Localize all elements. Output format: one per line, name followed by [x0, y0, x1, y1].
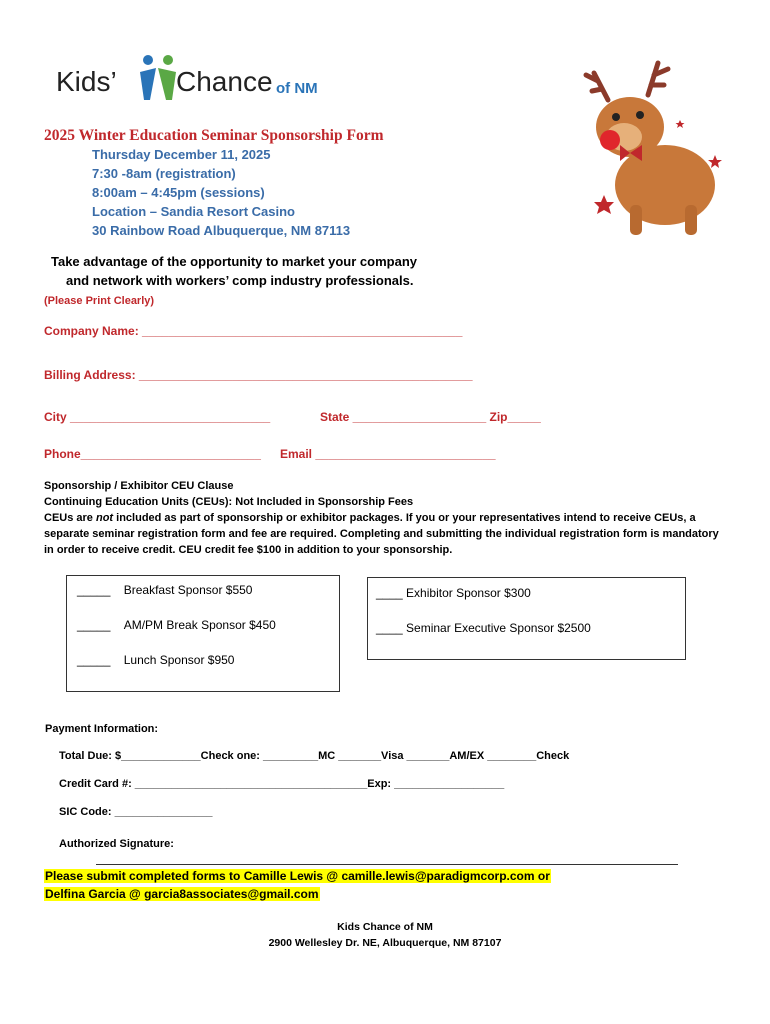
state-zip-field[interactable]: State ____________________ Zip_____	[320, 410, 541, 424]
ceu-text-line-1-post: included as part of sponsorship or exhibitor packages. If you or your representatives intend to receive CEUs, a	[113, 512, 696, 524]
sponsor-blank[interactable]: ____	[376, 621, 403, 635]
sponsor-label: AM/PM Break Sponsor $450	[123, 618, 276, 632]
sponsor-blank[interactable]: _____	[77, 618, 111, 632]
sponsor-label: Exhibitor Sponsor $300	[406, 586, 531, 600]
sponsor-blank[interactable]: ____	[376, 586, 403, 600]
billing-address-field[interactable]: Billing Address: __________________________________________________	[44, 368, 473, 382]
form-title: 2025 Winter Education Seminar Sponsorship Form	[44, 127, 384, 144]
ceu-subheading: Continuing Education Units (CEUs): Not Included in Sponsorship Fees	[44, 496, 414, 508]
event-location: Location – Sandia Resort Casino	[92, 204, 295, 219]
sponsor-option-breakfast[interactable]	[77, 583, 252, 597]
footer-address: 2900 Wellesley Dr. NE, Albuquerque, NM 87107	[268, 937, 502, 949]
event-session-time: 8:00am – 4:45pm (sessions)	[92, 185, 265, 200]
signature-line[interactable]	[96, 864, 678, 865]
logo-text-of-nm: of NM	[276, 80, 318, 97]
authorized-signature-label: Authorized Signature:	[59, 838, 174, 850]
ceu-text-line-1	[44, 512, 696, 524]
credit-card-field[interactable]: Credit Card #: ______________________________________Exp: __________________	[59, 778, 505, 790]
logo-text-kids: Kids’	[56, 66, 117, 97]
company-name-field[interactable]: Company Name: ________________________________________________	[44, 324, 463, 338]
event-date: Thursday December 11, 2025	[92, 147, 271, 162]
sponsor-label: Lunch Sponsor $950	[123, 653, 235, 667]
ceu-text-line-1-emphasis: not	[95, 512, 114, 524]
sponsor-option-lunch[interactable]	[77, 653, 234, 667]
sponsor-label: Breakfast Sponsor $550	[123, 583, 253, 597]
reindeer-illustration	[570, 45, 730, 245]
payment-heading: Payment Information:	[45, 723, 159, 735]
sponsor-blank[interactable]: _____	[77, 653, 111, 667]
city-field[interactable]: City ______________________________	[44, 410, 271, 424]
logo-text-chance: Chance	[176, 66, 273, 97]
email-field[interactable]: Email ___________________________	[280, 447, 496, 461]
footer-org-name: Kids Chance of NM	[337, 921, 433, 933]
kids-chance-logo	[56, 54, 336, 106]
ceu-text-line-3: in order to receive credit. CEU credit fee $100 in addition to your sponsorship.	[44, 544, 453, 556]
submit-instructions-line-2: Delfina Garcia @ garcia8associates@gmail.com	[45, 887, 319, 901]
submit-instructions-line-1: Please submit completed forms to Camille Lewis @ camille.lewis@paradigmcorp.com or	[45, 869, 550, 883]
sponsor-label: Seminar Executive Sponsor $2500	[406, 621, 591, 635]
sponsor-option-break[interactable]	[77, 618, 276, 632]
event-registration-time: 7:30 -8am (registration)	[92, 166, 236, 181]
ceu-clause-heading: Sponsorship / Exhibitor CEU Clause	[44, 480, 234, 492]
print-clearly-note: (Please Print Clearly)	[44, 295, 155, 307]
pitch-line-1: Take advantage of the opportunity to market your company	[51, 254, 417, 269]
children-figures-icon	[136, 54, 180, 102]
phone-field[interactable]: Phone___________________________	[44, 447, 261, 461]
event-address: 30 Rainbow Road Albuquerque, NM 87113	[92, 223, 351, 238]
ceu-text-line-2: separate seminar registration form and fee are required. Completing and submitting the individual registration form is mandatory	[44, 528, 719, 540]
total-due-field[interactable]: Total Due: $_____________Check one: _________MC _______Visa _______AM/EX ________Check	[59, 750, 570, 762]
sic-code-field[interactable]: SIC Code: ________________	[59, 806, 213, 818]
sponsor-blank[interactable]: _____	[77, 583, 111, 597]
sponsor-option-exhibitor[interactable]	[376, 586, 531, 600]
pitch-line-2: and network with workers’ comp industry professionals.	[66, 273, 414, 288]
sponsor-option-executive[interactable]	[376, 621, 591, 635]
ceu-text-line-1-pre: CEUs are	[44, 512, 96, 524]
